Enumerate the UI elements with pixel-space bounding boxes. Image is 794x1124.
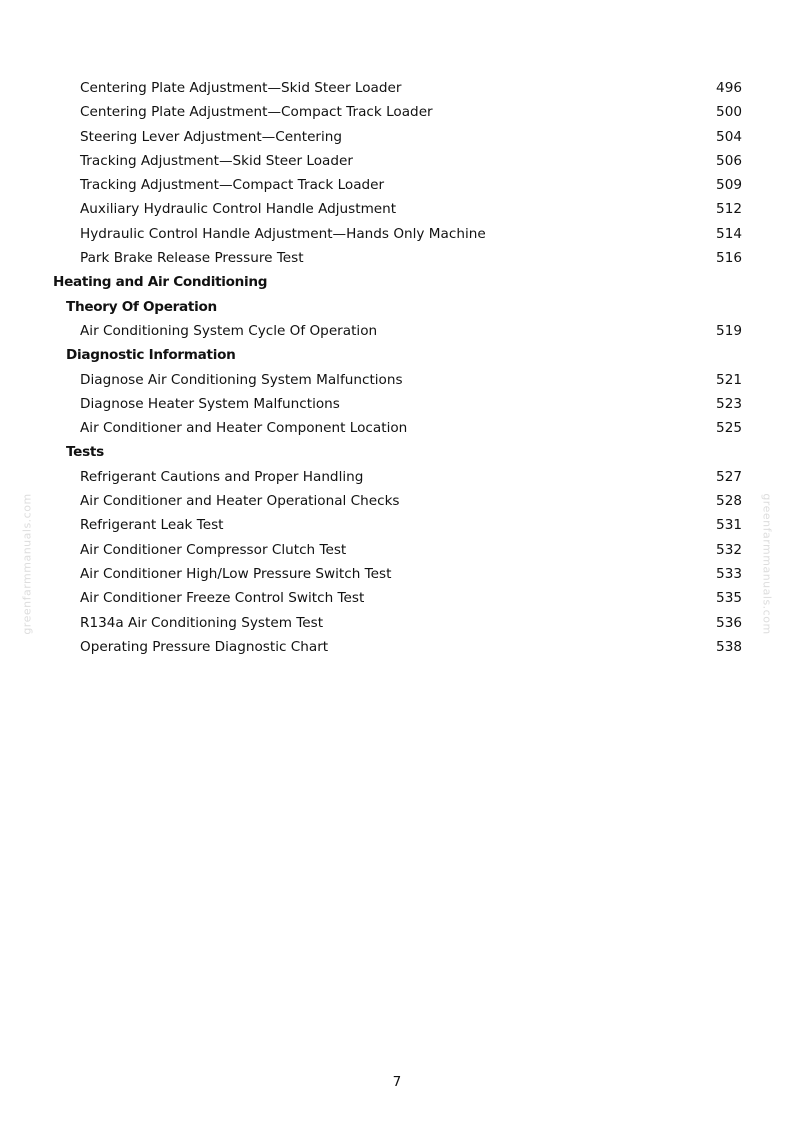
toc-entry: [0, 392, 794, 416]
toc-entry: [0, 465, 794, 489]
toc-entry: [0, 538, 794, 562]
toc-entry-title: R134a Air Conditioning System Test: [80, 614, 324, 631]
toc-entry-title: Air Conditioner Freeze Control Switch Test: [80, 590, 365, 607]
toc-entry-page: 535: [716, 590, 742, 607]
toc-entry-title: Air Conditioner Compressor Clutch Test: [80, 541, 347, 558]
toc-entry-page: 527: [716, 468, 742, 485]
toc-entry-title: Air Conditioner High/Low Pressure Switch Test: [80, 565, 392, 582]
toc-entry: [0, 149, 794, 173]
toc-entry-title: Heating and Air Conditioning: [53, 274, 268, 291]
toc-entry: [0, 562, 794, 586]
toc-entry-title: Operating Pressure Diagnostic Chart: [80, 638, 329, 655]
watermark-left: greenfarmmanuals.com: [20, 493, 34, 635]
toc-entry-title: Refrigerant Leak Test: [80, 517, 224, 534]
toc-entry-page: 509: [716, 177, 742, 194]
toc-entry-title: Tests: [66, 444, 104, 461]
toc-entry-title: Centering Plate Adjustment—Compact Track Loader: [80, 104, 433, 121]
toc-entry: [0, 319, 794, 343]
toc-entry-title: Diagnose Heater System Malfunctions: [80, 395, 340, 412]
toc-entry: [0, 489, 794, 513]
toc-entry: [0, 197, 794, 221]
toc-entry: [0, 246, 794, 270]
toc-entry-title: Theory Of Operation: [66, 298, 217, 315]
toc-entry-page: 528: [716, 493, 742, 510]
toc-entry-page: 504: [716, 128, 742, 145]
toc-entry-page: 536: [716, 614, 742, 631]
toc-entry-page: 500: [716, 104, 742, 121]
table-of-contents: [0, 76, 794, 659]
toc-entry: [0, 173, 794, 197]
toc-entry: [0, 416, 794, 440]
toc-entry: [0, 100, 794, 124]
toc-entry: [0, 586, 794, 610]
toc-entry-title: Park Brake Release Pressure Test: [80, 250, 304, 267]
toc-entry-title: Air Conditioner and Heater Operational Checks: [80, 493, 400, 510]
toc-section-heading: [0, 440, 794, 464]
toc-section-heading: [0, 343, 794, 367]
toc-entry-title: Steering Lever Adjustment—Centering: [80, 128, 343, 145]
toc-entry-title: Refrigerant Cautions and Proper Handling: [80, 468, 364, 485]
toc-entry-page: 514: [716, 225, 742, 242]
toc-entry: [0, 611, 794, 635]
toc-entry-page: 506: [716, 152, 742, 169]
toc-entry: [0, 76, 794, 100]
toc-entry-title: Air Conditioning System Cycle Of Operation: [80, 322, 378, 339]
toc-entry-title: Tracking Adjustment—Skid Steer Loader: [80, 152, 353, 169]
toc-section-heading: [0, 270, 794, 294]
toc-entry: [0, 368, 794, 392]
watermark-right: greenfarmmanuals.com: [760, 493, 774, 635]
toc-entry: [0, 635, 794, 659]
toc-entry: [0, 513, 794, 537]
toc-entry-page: 496: [716, 80, 742, 96]
toc-entry-page: 512: [716, 201, 742, 218]
toc-entry-page: 521: [716, 371, 742, 388]
toc-entry-page: 519: [716, 322, 742, 339]
toc-entry-page: 523: [716, 395, 742, 412]
toc-entry-title: Centering Plate Adjustment—Skid Steer Loader: [80, 80, 402, 96]
page-number: 7: [392, 1074, 402, 1090]
toc-entry-page: 533: [716, 565, 742, 582]
toc-entry-page: 525: [716, 420, 742, 437]
toc-entry: [0, 222, 794, 246]
toc-entry-page: 532: [716, 541, 742, 558]
toc-section-heading: [0, 295, 794, 319]
toc-entry-title: Diagnose Air Conditioning System Malfunctions: [80, 371, 403, 388]
toc-entry-title: Auxiliary Hydraulic Control Handle Adjustment: [80, 201, 397, 218]
toc-entry-title: Diagnostic Information: [66, 347, 236, 364]
toc-entry-title: Air Conditioner and Heater Component Location: [80, 420, 408, 437]
toc-entry-page: 538: [716, 638, 742, 655]
toc-entry-title: Tracking Adjustment—Compact Track Loader: [80, 177, 385, 194]
toc-entry-title: Hydraulic Control Handle Adjustment—Hands Only Machine: [80, 225, 486, 242]
toc-entry-page: 531: [716, 517, 742, 534]
toc-entry: [0, 125, 794, 149]
toc-entry-page: 516: [716, 250, 742, 267]
